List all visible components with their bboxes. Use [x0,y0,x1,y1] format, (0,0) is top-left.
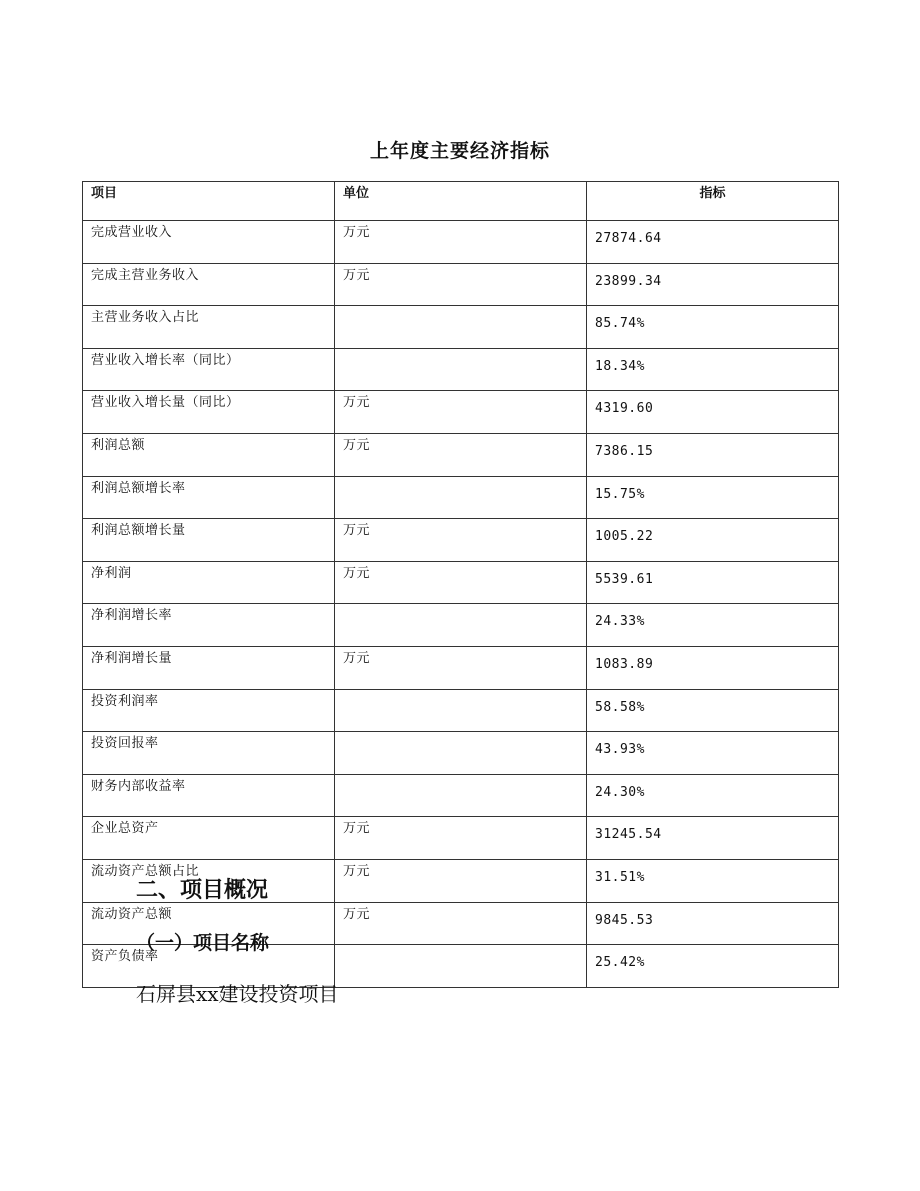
cell-item: 流动资产总额占比 [83,859,335,902]
cell-value: 25.42% [587,945,839,988]
header-value: 指标 [587,182,839,221]
cell-unit [335,476,587,519]
cell-unit: 万元 [335,433,587,476]
table-row [83,732,839,775]
cell-value: 4319.60 [587,391,839,434]
cell-unit [335,306,587,349]
cell-item: 企业总资产 [83,817,335,860]
cell-unit: 万元 [335,519,587,562]
section-heading: 二、项目概况 [136,878,269,903]
cell-value: 9845.53 [587,902,839,945]
cell-unit: 万元 [335,221,587,264]
table-header-row [83,182,839,221]
cell-item: 利润总额 [83,433,335,476]
cell-item: 资产负债率 [83,945,335,988]
cell-item: 净利润 [83,561,335,604]
cell-value: 7386.15 [587,433,839,476]
table-row [83,348,839,391]
table-row [83,646,839,689]
cell-unit [335,945,587,988]
cell-item: 净利润增长量 [83,646,335,689]
cell-value: 31245.54 [587,817,839,860]
cell-item: 流动资产总额 [83,902,335,945]
cell-value: 58.58% [587,689,839,732]
table-row [83,689,839,732]
cell-unit [335,689,587,732]
table-title: 上年度主要经济指标 [369,140,550,162]
cell-item: 营业收入增长率（同比） [83,348,335,391]
table-row [83,221,839,264]
cell-value: 27874.64 [587,221,839,264]
table-row [83,604,839,647]
cell-item: 投资回报率 [83,732,335,775]
cell-value: 5539.61 [587,561,839,604]
cell-item: 营业收入增长量（同比） [83,391,335,434]
table-row [83,263,839,306]
cell-value: 23899.34 [587,263,839,306]
table-row [83,391,839,434]
cell-item: 主营业务收入占比 [83,306,335,349]
header-item: 项目 [83,182,335,221]
cell-unit: 万元 [335,859,587,902]
cell-unit [335,732,587,775]
cell-item: 投资利润率 [83,689,335,732]
table-row [83,817,839,860]
cell-item: 利润总额增长率 [83,476,335,519]
economic-indicators-table [82,181,839,988]
cell-value: 85.74% [587,306,839,349]
table-row [83,433,839,476]
cell-value: 1005.22 [587,519,839,562]
cell-value: 1083.89 [587,646,839,689]
cell-unit [335,774,587,817]
cell-unit [335,604,587,647]
cell-item: 完成营业收入 [83,221,335,264]
subsection-heading: （一）项目名称 [136,932,270,954]
cell-unit: 万元 [335,817,587,860]
cell-unit [335,348,587,391]
cell-value: 18.34% [587,348,839,391]
header-unit: 单位 [335,182,587,221]
table-row [83,561,839,604]
cell-value: 15.75% [587,476,839,519]
cell-item: 净利润增长率 [83,604,335,647]
cell-unit: 万元 [335,263,587,306]
table-row [83,774,839,817]
table-row [83,476,839,519]
cell-value: 24.30% [587,774,839,817]
cell-value: 43.93% [587,732,839,775]
cell-item: 财务内部收益率 [83,774,335,817]
cell-item: 完成主营业务收入 [83,263,335,306]
table-row [83,306,839,349]
cell-item: 利润总额增长量 [83,519,335,562]
cell-unit: 万元 [335,561,587,604]
cell-unit: 万元 [335,902,587,945]
cell-value: 24.33% [587,604,839,647]
cell-value: 31.51% [587,859,839,902]
cell-unit: 万元 [335,391,587,434]
cell-unit: 万元 [335,646,587,689]
table-row [83,519,839,562]
project-name-text: 石屏县xx建设投资项目 [136,982,339,1006]
